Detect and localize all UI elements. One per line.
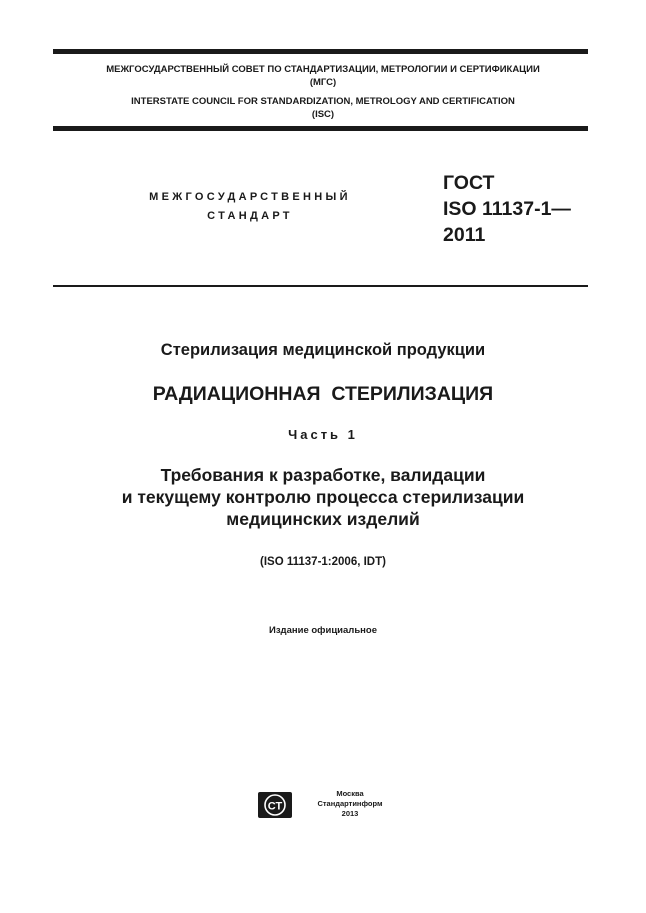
description-line-1: Требования к разработке, валидации — [160, 465, 486, 485]
document-description — [0, 464, 646, 530]
designation-rule — [53, 285, 588, 287]
description-line-2: и текущему контролю процесса стерилизации — [121, 487, 525, 507]
top-rule — [53, 49, 588, 54]
standard-year: 2011 — [443, 224, 486, 246]
standard-type-label — [120, 188, 380, 226]
council-name-ru-text: МЕЖГОСУДАРСТВЕННЫЙ СОВЕТ ПО СТАНДАРТИЗАЦИИ, МЕТРОЛОГИИ И СЕРТИФИКАЦИИ — [106, 64, 540, 75]
document-subject: Стерилизация медицинской продукции — [160, 341, 486, 359]
header-rule — [53, 126, 588, 131]
iso-reference: (ISO 11137-1:2006, IDT) — [260, 556, 386, 568]
document-title: РАДИАЦИОННАЯ СТЕРИЛИЗАЦИЯ — [152, 383, 494, 405]
standartinform-logo-icon — [257, 791, 293, 819]
standard-designation — [443, 170, 571, 248]
standard-number: ISO 11137-1— — [443, 198, 571, 220]
logo-letters: СТ — [267, 800, 283, 813]
gost-label: ГОСТ — [443, 172, 495, 194]
document-part: Часть 1 — [288, 427, 358, 442]
publisher-block — [257, 780, 397, 824]
publisher-name: Стандартинформ — [317, 799, 383, 808]
publisher-city: Москва — [336, 789, 364, 798]
council-name-en — [0, 95, 646, 121]
standard-type-line2: СТАНДАРТ — [207, 210, 293, 222]
edition-label: Издание официальное — [269, 625, 377, 636]
council-name-ru — [0, 63, 646, 89]
publisher-info — [305, 789, 395, 819]
standard-type-line1: МЕЖГОСУДАРСТВЕННЫЙ — [149, 191, 351, 203]
council-abbr-ru: (МГС) — [309, 77, 337, 88]
description-line-3: медицинских изделий — [226, 509, 420, 529]
publisher-year: 2013 — [341, 809, 359, 818]
council-name-en-text: INTERSTATE COUNCIL FOR STANDARDIZATION, METROLOGY AND CERTIFICATION — [131, 96, 515, 107]
council-abbr-en: (ISC) — [311, 109, 335, 120]
